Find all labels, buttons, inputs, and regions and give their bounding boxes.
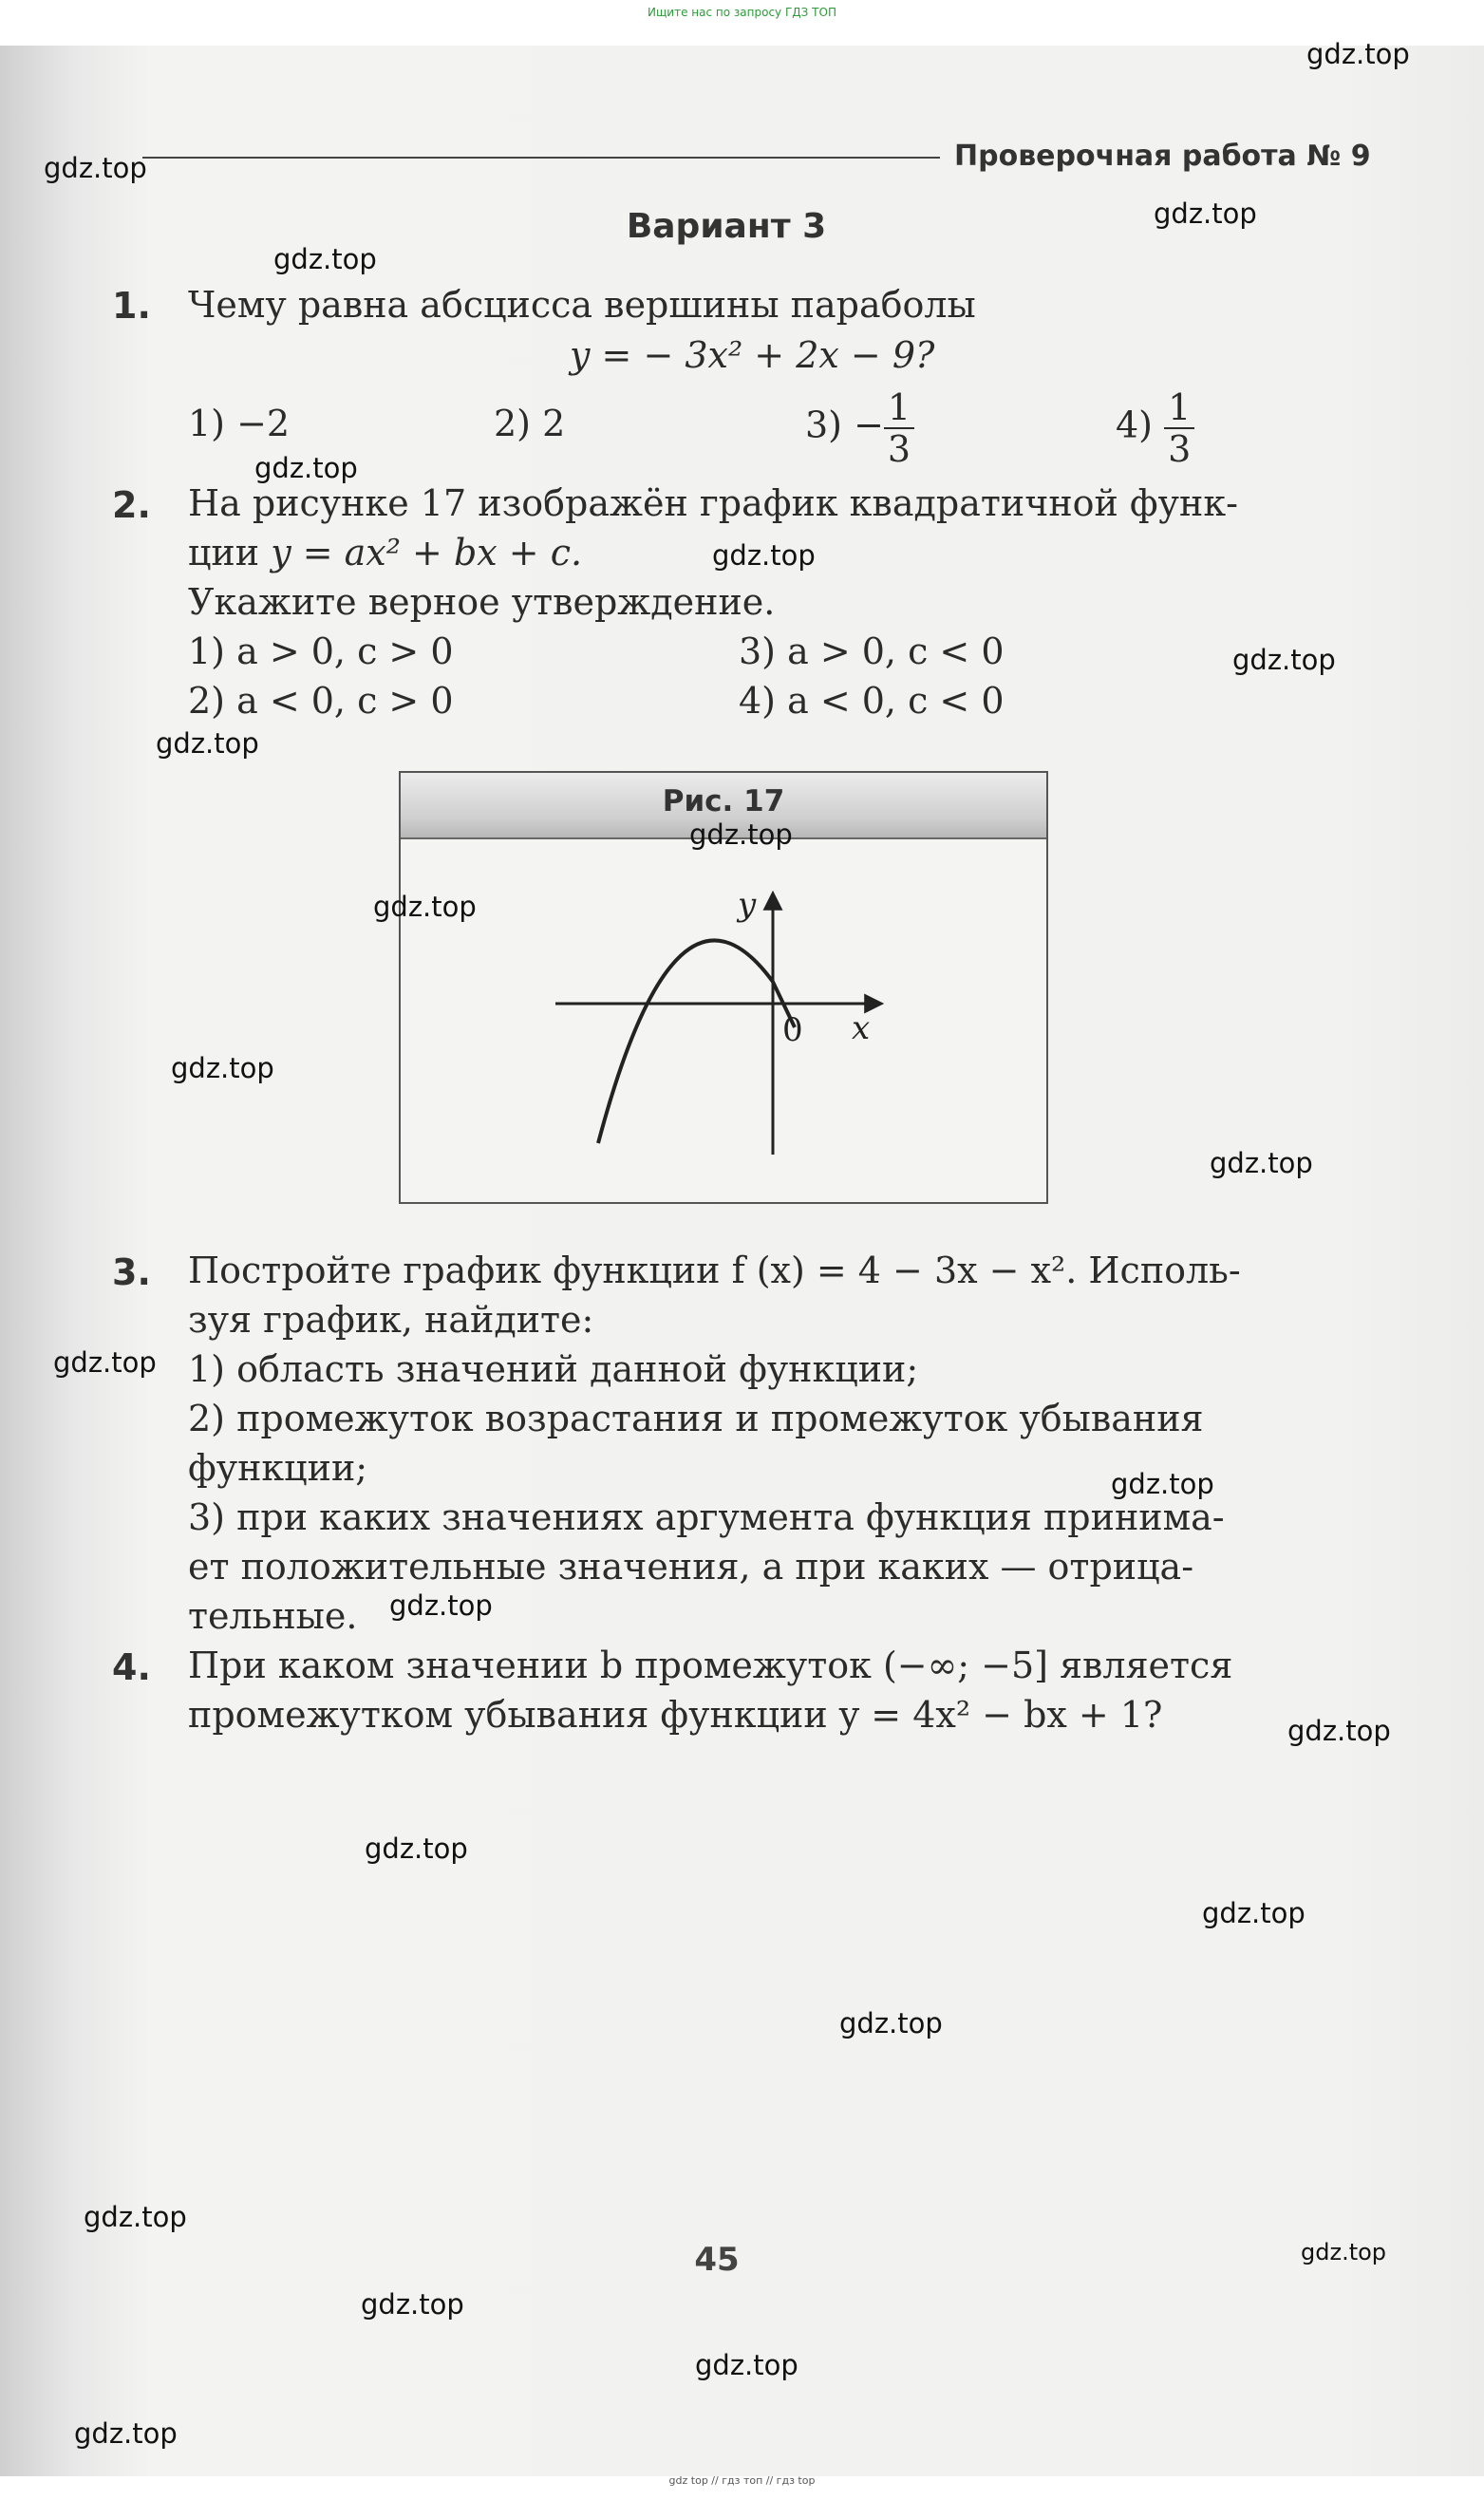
- watermark: gdz.top: [254, 452, 358, 484]
- watermark: gdz.top: [1301, 2239, 1387, 2265]
- watermark: gdz.top: [156, 727, 259, 760]
- question-3-number: 3.: [112, 1251, 151, 1293]
- question-2-number: 2.: [112, 484, 151, 526]
- header-title: Проверочная работа № 9: [954, 140, 1371, 173]
- question-3-line-1: Постройте график функции f (x) = 4 − 3x − x². Исполь-: [188, 1250, 1241, 1291]
- watermark: gdz.top: [695, 2349, 798, 2381]
- q1-option-4-label: 4): [1116, 404, 1154, 446]
- question-4-line-2: промежутком убывания функции y = 4x² − bx + 1?: [188, 1694, 1163, 1736]
- fraction-denominator: 3: [1168, 428, 1192, 470]
- bottom-banner[interactable]: gdz top // гдз топ // гдз top: [668, 2474, 816, 2487]
- question-1-number: 1.: [112, 285, 151, 327]
- watermark: gdz.top: [1232, 644, 1336, 676]
- q1-option-1: 1) −2: [188, 403, 291, 444]
- question-2-formula: y = ax² + bx + c.: [271, 532, 583, 573]
- question-2-line-2: [188, 528, 582, 577]
- variant-title: Вариант 3: [626, 207, 827, 246]
- axis-y-label: y: [738, 886, 757, 924]
- watermark: gdz.top: [361, 2288, 464, 2321]
- question-2-line-3: Укажите верное утверждение.: [188, 581, 776, 623]
- q1-option-3-fraction: [884, 386, 914, 470]
- watermark: gdz.top: [389, 1589, 493, 1622]
- fraction-denominator: 3: [887, 428, 911, 470]
- q2-option-3: 3) a > 0, c < 0: [739, 630, 1005, 672]
- q1-option-2: 2) 2: [494, 403, 566, 444]
- watermark: gdz.top: [273, 243, 377, 275]
- watermark: gdz.top: [84, 2201, 187, 2233]
- watermark: gdz.top: [712, 539, 816, 572]
- question-3-line-7: ет положительные значения, а при каких — отрица-: [188, 1546, 1194, 1588]
- question-2-line-1: На рисунке 17 изображён график квадратичной функ-: [188, 482, 1238, 524]
- q2-option-1: 1) a > 0, c > 0: [188, 630, 454, 672]
- header-rule: [142, 157, 940, 159]
- question-4-line-1: При каком значении b промежуток (−∞; −5] является: [188, 1645, 1233, 1686]
- question-3-line-2: зуя график, найдите:: [188, 1299, 594, 1341]
- axis-x-label: x: [852, 1009, 871, 1047]
- watermark: gdz.top: [1210, 1147, 1313, 1179]
- question-3-line-6: 3) при каких значениях аргумента функция принима-: [188, 1496, 1225, 1538]
- fraction-numerator: 1: [1164, 389, 1194, 429]
- watermark: gdz.top: [689, 818, 793, 851]
- question-1-text: Чему равна абсцисса вершины параболы: [188, 284, 976, 326]
- watermark: gdz.top: [839, 2007, 943, 2039]
- question-3-line-5: функции;: [188, 1447, 368, 1489]
- q2-option-4: 4) a < 0, c < 0: [739, 680, 1005, 722]
- question-4-number: 4.: [112, 1646, 151, 1688]
- q1-option-3-label: 3) −: [805, 404, 884, 446]
- watermark: gdz.top: [1202, 1897, 1306, 1929]
- watermark: gdz.top: [74, 2417, 178, 2450]
- watermark: gdz.top: [1154, 197, 1257, 230]
- watermark: gdz.top: [171, 1052, 274, 1084]
- watermark: gdz.top: [365, 1833, 468, 1865]
- question-3-line-4: 2) промежуток возрастания и промежуток убывания: [188, 1398, 1204, 1439]
- watermark: gdz.top: [44, 152, 147, 184]
- q1-option-3: [805, 386, 914, 470]
- question-2-line-2-prefix: ции: [188, 532, 260, 573]
- top-banner[interactable]: Ищите нас по запросу ГДЗ ТОП: [648, 6, 836, 19]
- page-number: 45: [694, 2241, 740, 2279]
- question-3-line-3: 1) область значений данной функции;: [188, 1348, 919, 1390]
- watermark: gdz.top: [373, 891, 477, 923]
- question-3-line-8: тельные.: [188, 1595, 358, 1637]
- watermark: gdz.top: [1306, 38, 1410, 70]
- parabola-curve: [598, 940, 795, 1143]
- watermark: gdz.top: [1287, 1715, 1391, 1747]
- q1-option-4: [1116, 386, 1194, 470]
- origin-label: 0: [782, 1011, 803, 1049]
- watermark: gdz.top: [1111, 1468, 1214, 1500]
- question-1-formula: y = − 3x² + 2x − 9?: [570, 334, 935, 376]
- watermark: gdz.top: [53, 1346, 157, 1379]
- fraction-numerator: 1: [884, 389, 914, 429]
- figure-title: Рис. 17: [662, 784, 785, 818]
- q1-option-4-fraction: [1164, 386, 1194, 470]
- q2-option-2: 2) a < 0, c > 0: [188, 680, 454, 722]
